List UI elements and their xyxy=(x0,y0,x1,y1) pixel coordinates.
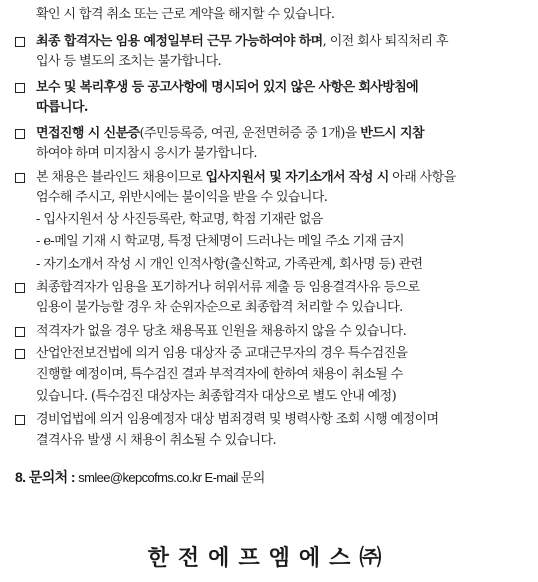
bold-text: 반드시 지참 xyxy=(360,126,424,141)
text-line: - 입사지원서 상 사진등록란, 학교명, 학점 기재란 없음 xyxy=(36,212,323,227)
checkbox-icon xyxy=(15,283,25,293)
bold-text: 면접진행 시 신분증 xyxy=(36,126,140,141)
text-line: 적격자가 없을 경우 당초 채용목표 인원을 채용하지 않을 수 있습니다. xyxy=(36,324,407,339)
checkbox-icon xyxy=(15,129,25,139)
text-line: 하여야 하며 미지참시 응시가 불가합니다. xyxy=(36,146,257,161)
checkbox-icon xyxy=(15,83,25,93)
text-span: (주민등록증, 여권, 운전면허증 중 1개)을 xyxy=(139,126,361,141)
company-name: 한전에프엠에스㈜ xyxy=(147,545,391,571)
text-line: - 자기소개서 작성 시 개인 인적사항(출신학교, 가족관계, 회사명 등) 관련 xyxy=(36,257,423,272)
text-line: 최종합격자가 임용을 포기하거나 허위서류 제출 등 임용결격사유 등으로 xyxy=(36,280,420,295)
bold-text: 최종 합격자는 임용 예정일부터 근무 가능하여야 하며 xyxy=(36,34,323,49)
contact-suffix: E-mail 문의 xyxy=(201,470,265,485)
checkbox-icon xyxy=(15,415,25,425)
text-line: 보수 및 복리후생 등 공고사항에 명시되어 있지 않은 사항은 회사방침에 xyxy=(36,80,419,95)
text-line xyxy=(36,169,456,187)
text-line: 임용이 불가능할 경우 차 순위자순으로 최종합격 처리할 수 있습니다. xyxy=(36,300,403,315)
contact-label: 8. 문의처 xyxy=(15,469,68,485)
text-line: 확인 시 합격 취소 또는 근로 계약을 해지할 수 있습니다. xyxy=(36,7,335,22)
text-line xyxy=(36,33,448,51)
text-span: 아래 사항을 xyxy=(388,170,456,185)
text-line: - e-메일 기재 시 학교명, 특정 단체명이 드러나는 메일 주소 기재 금지 xyxy=(36,234,404,249)
checkbox-icon xyxy=(15,173,25,183)
text-line: 따릅니다. xyxy=(36,100,88,115)
contact-line xyxy=(15,468,265,487)
text-line: 진행할 예정이며, 특수검진 결과 부적격자에 한하여 채용이 취소될 수 xyxy=(36,367,403,382)
text-line: 입사 등 별도의 조치는 불가합니다. xyxy=(36,54,222,69)
text-line: 있습니다. (특수검진 대상자는 최종합격자 대상으로 별도 안내 예정) xyxy=(36,389,397,404)
text-line: 산업안전보건법에 의거 임용 대상자 중 교대근무자의 경우 특수검진을 xyxy=(36,346,408,361)
text-span: 본 채용은 블라인드 채용이므로 xyxy=(36,170,206,185)
text-span: , 이전 회사 퇴직처리 후 xyxy=(322,34,448,49)
text-line xyxy=(36,125,424,143)
contact-email-link[interactable]: smlee@kepcofms.co.kr xyxy=(78,470,202,485)
contact-colon: : xyxy=(67,469,79,485)
checkbox-icon xyxy=(15,327,25,337)
checkbox-icon xyxy=(15,349,25,359)
text-line: 엄수해 주시고, 위반시에는 불이익을 받을 수 있습니다. xyxy=(36,190,328,205)
checkbox-icon xyxy=(15,37,25,47)
text-line: 경비업법에 의거 임용예정자 대상 범죄경력 및 병력사항 조회 시행 예정이며 xyxy=(36,412,439,427)
text-line: 결격사유 발생 시 채용이 취소될 수 있습니다. xyxy=(36,433,276,448)
bold-text: 입사지원서 및 자기소개서 작성 시 xyxy=(205,170,389,185)
